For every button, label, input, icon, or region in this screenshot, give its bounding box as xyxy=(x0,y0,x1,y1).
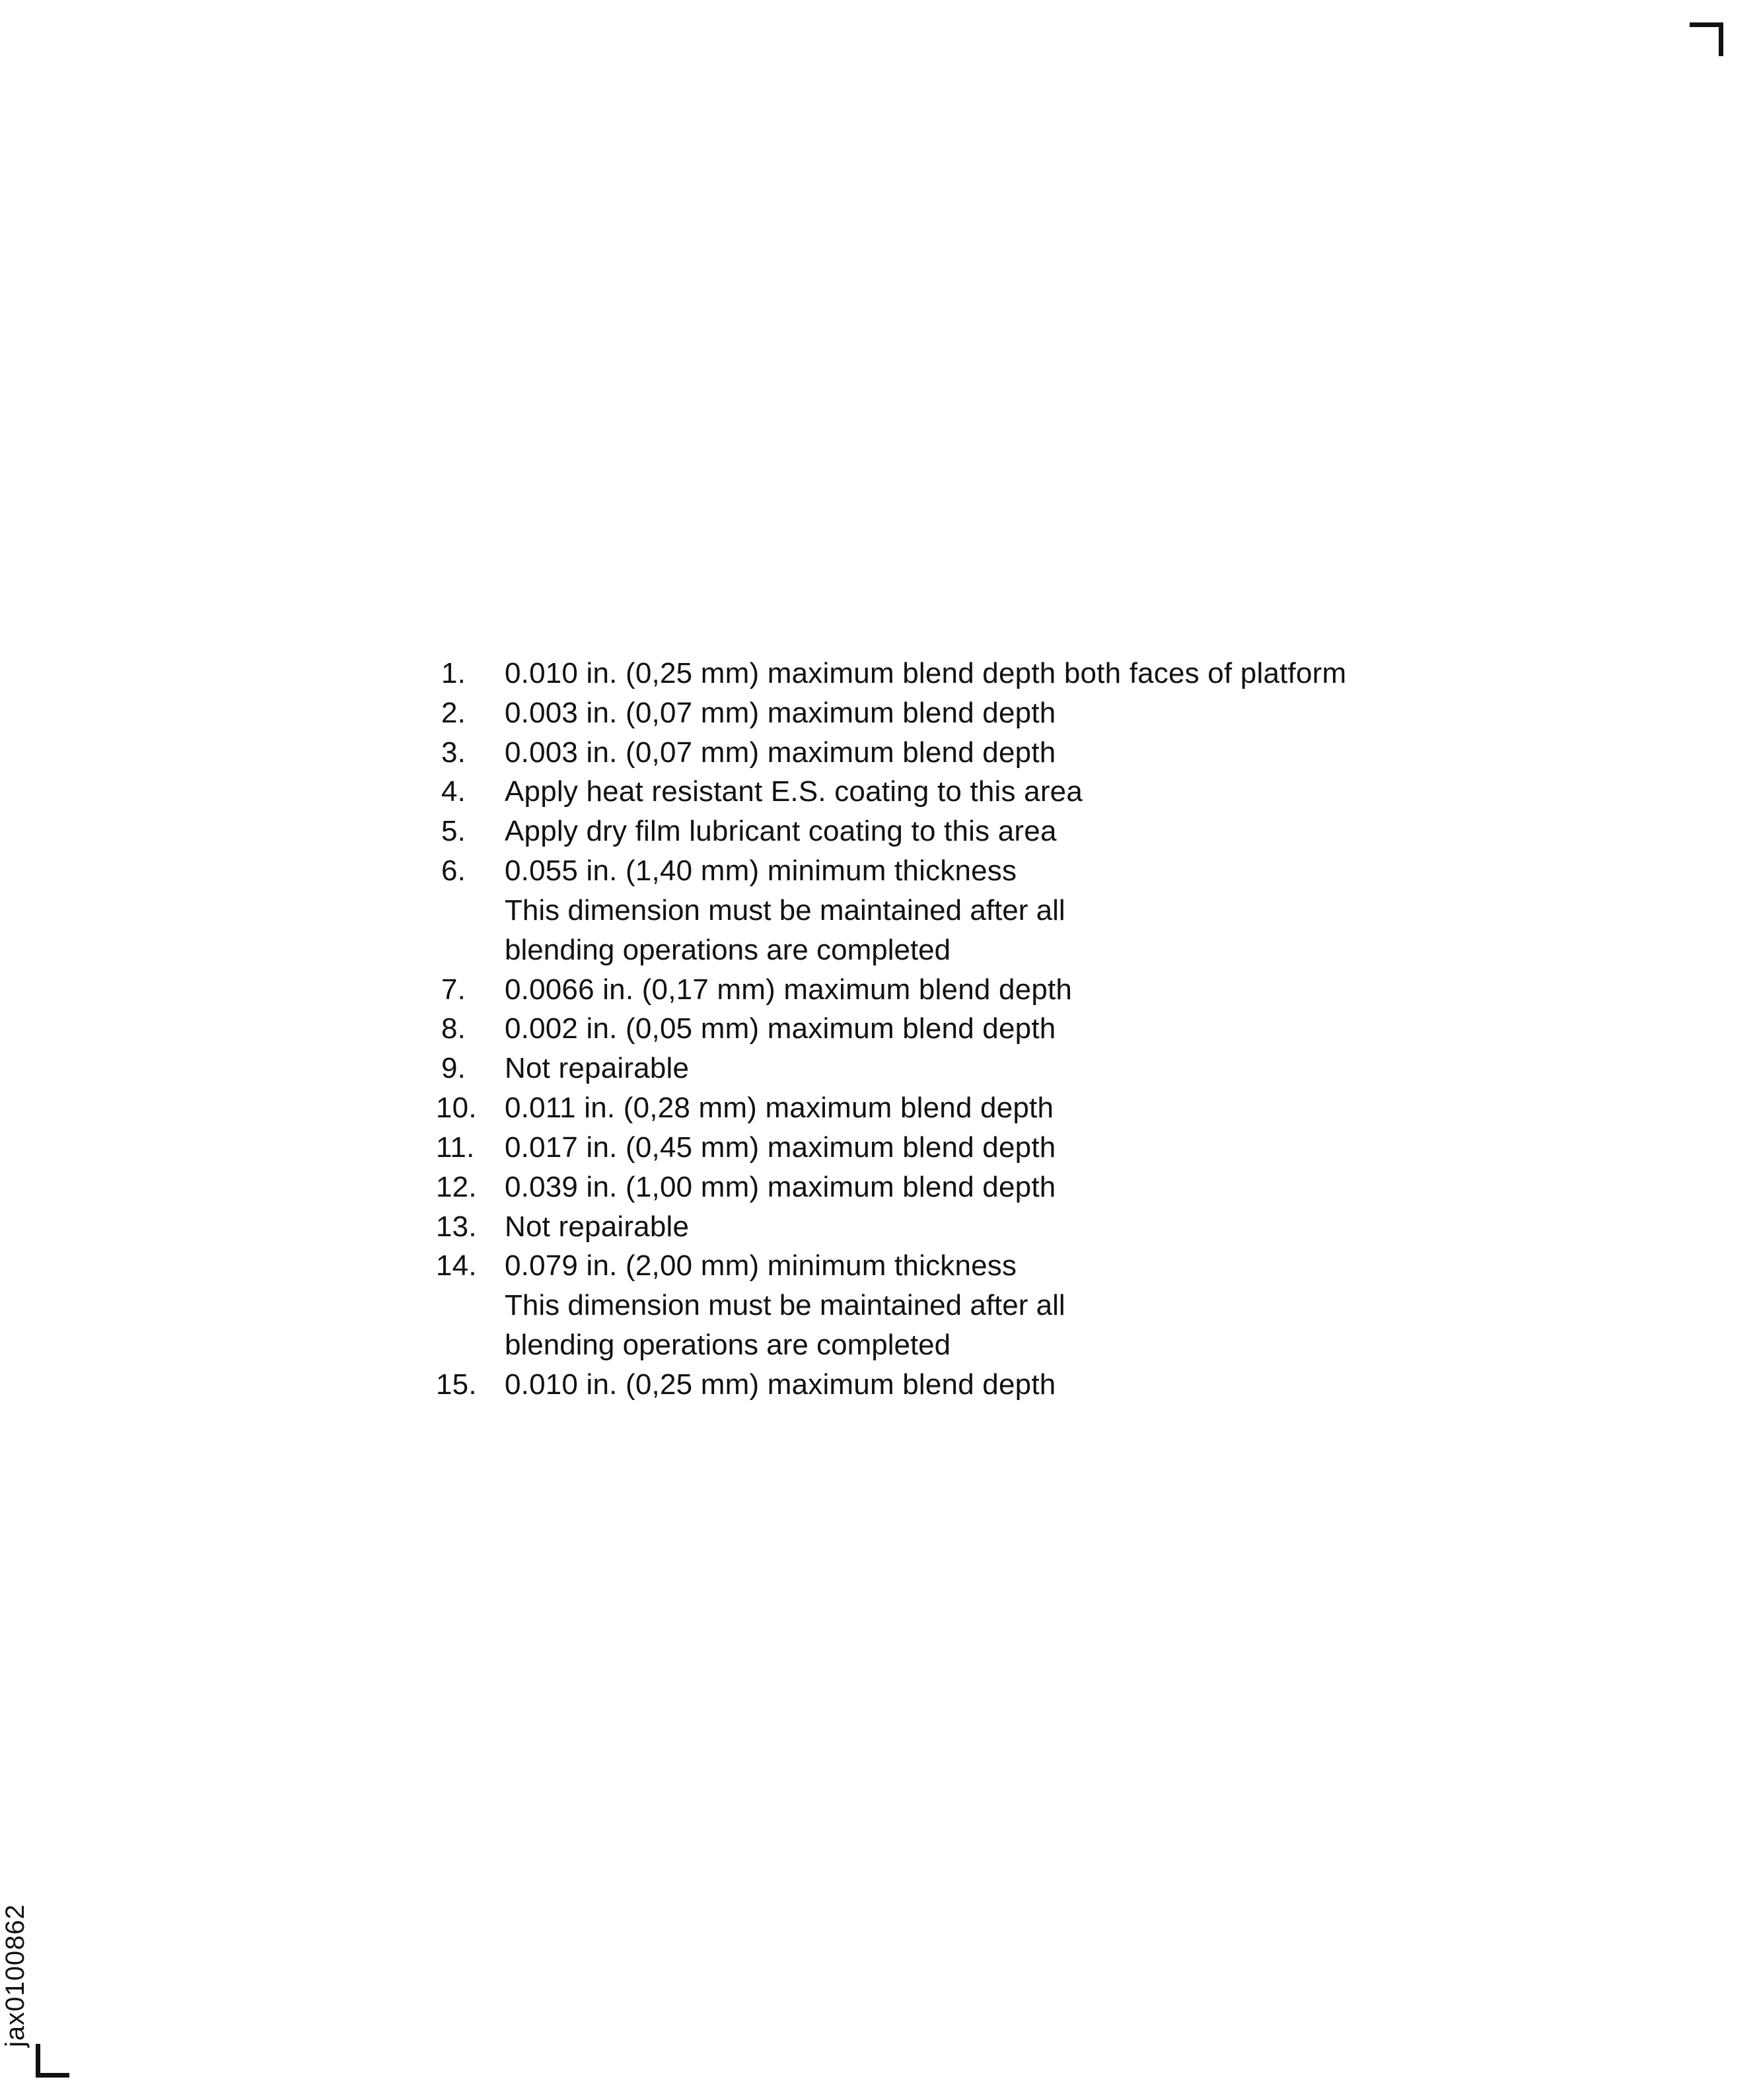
notes-list xyxy=(436,654,1493,1405)
note-item xyxy=(436,693,1493,733)
note-continuation-line xyxy=(436,930,1493,970)
note-number: 6. xyxy=(441,855,466,888)
note-number: 9. xyxy=(441,1052,466,1085)
note-continuation-line xyxy=(436,1325,1493,1365)
note-item xyxy=(436,851,1493,891)
note-text: 0.003 in. (0,07 mm) maximum blend depth xyxy=(505,696,1056,729)
note-text: 0.017 in. (0,45 mm) maximum blend depth xyxy=(505,1131,1056,1164)
note-text: 0.079 in. (2,00 mm) minimum thickness xyxy=(505,1249,1017,1282)
note-continuation-line xyxy=(436,891,1493,930)
note-number: 5. xyxy=(441,815,466,848)
note-number: 12. xyxy=(436,1170,477,1203)
note-text: 0.010 in. (0,25 mm) maximum blend depth xyxy=(505,1368,1056,1401)
note-continuation-text: This dimension must be maintained after all xyxy=(505,1289,1065,1322)
note-number: 14. xyxy=(436,1249,477,1282)
note-item xyxy=(436,1246,1493,1286)
note-number: 11. xyxy=(436,1131,475,1164)
note-item xyxy=(436,1088,1493,1128)
note-item xyxy=(436,1365,1493,1405)
note-number: 3. xyxy=(441,736,466,769)
note-item xyxy=(436,1207,1493,1247)
note-indent-spacer xyxy=(436,930,505,970)
note-text: 0.002 in. (0,05 mm) maximum blend depth xyxy=(505,1012,1056,1045)
note-text: Not repairable xyxy=(505,1210,690,1243)
note-text: Apply heat resistant E.S. coating to this area xyxy=(505,775,1083,808)
note-text: 0.055 in. (1,40 mm) minimum thickness xyxy=(505,855,1017,888)
note-text: 0.0066 in. (0,17 mm) maximum blend depth xyxy=(505,973,1073,1006)
note-continuation-text: blending operations are completed xyxy=(505,1329,951,1362)
note-indent-spacer xyxy=(436,1325,505,1365)
registration-mark-bottom-left xyxy=(36,2044,69,2078)
note-continuation-text: This dimension must be maintained after all xyxy=(505,893,1065,927)
note-item xyxy=(436,772,1493,812)
note-item xyxy=(436,812,1493,851)
note-item xyxy=(436,970,1493,1010)
note-number: 1. xyxy=(441,657,466,689)
note-number: 2. xyxy=(441,696,466,729)
note-item xyxy=(436,733,1493,773)
note-indent-spacer xyxy=(436,891,505,930)
note-item xyxy=(436,1009,1493,1049)
note-item xyxy=(436,1049,1493,1088)
note-number: 13. xyxy=(436,1210,477,1243)
note-text: 0.010 in. (0,25 mm) maximum blend depth both faces of platform xyxy=(505,657,1347,689)
note-number: 8. xyxy=(441,1012,466,1045)
note-number: 4. xyxy=(441,775,466,808)
note-number: 15. xyxy=(436,1368,477,1401)
note-indent-spacer xyxy=(436,1286,505,1325)
note-continuation-line xyxy=(436,1286,1493,1325)
note-text: Not repairable xyxy=(505,1052,690,1085)
note-text: 0.003 in. (0,07 mm) maximum blend depth xyxy=(505,736,1056,769)
note-item xyxy=(436,654,1493,693)
document-id-label: jax0100862 xyxy=(1,1904,30,2047)
note-item xyxy=(436,1168,1493,1207)
note-text: Apply dry film lubricant coating to this area xyxy=(505,815,1057,848)
note-number: 10. xyxy=(436,1092,477,1125)
note-text: 0.039 in. (1,00 mm) maximum blend depth xyxy=(505,1170,1056,1203)
note-number: 7. xyxy=(441,973,466,1006)
note-text: 0.011 in. (0,28 mm) maximum blend depth xyxy=(505,1092,1054,1125)
note-continuation-text: blending operations are completed xyxy=(505,933,951,966)
note-item xyxy=(436,1128,1493,1168)
registration-mark-top-right xyxy=(1690,22,1723,56)
